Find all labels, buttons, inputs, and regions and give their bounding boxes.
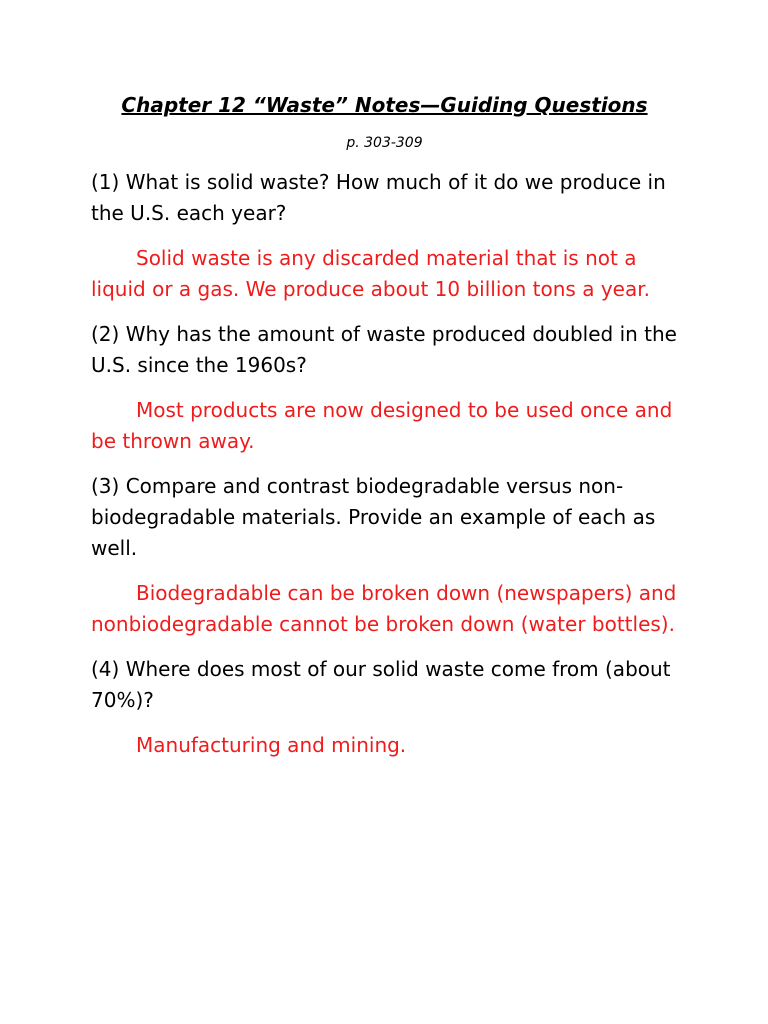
question-text: (4) Where does most of our solid waste come from (about 70%)? <box>91 657 671 712</box>
document-title: Chapter 12 “Waste” Notes—Guiding Questions <box>121 93 648 117</box>
question-text: (1) What is solid waste? How much of it do we produce in the U.S. each year? <box>91 170 666 225</box>
question-text: (3) Compare and contrast biodegradable versus non-biodegradable materials. Provide an example of each as well. <box>91 474 656 560</box>
answer-text: Manufacturing and mining. <box>136 733 407 757</box>
qa-item-1 <box>91 167 678 305</box>
page-range: p. 303-309 <box>346 135 423 151</box>
answer-text: Solid waste is any discarded material that is not a liquid or a gas. We produce about 10 billion tons a year. <box>91 246 650 301</box>
qa-item-4 <box>91 654 678 761</box>
answer-text: Most products are now designed to be used once and be thrown away. <box>91 398 673 453</box>
answer-text: Biodegradable can be broken down (newspapers) and nonbiodegradable cannot be broken down (water bottles). <box>91 581 677 636</box>
qa-item-3 <box>91 471 678 640</box>
qa-item-2 <box>91 319 678 457</box>
question-text: (2) Why has the amount of waste produced doubled in the U.S. since the 1960s? <box>91 322 677 377</box>
